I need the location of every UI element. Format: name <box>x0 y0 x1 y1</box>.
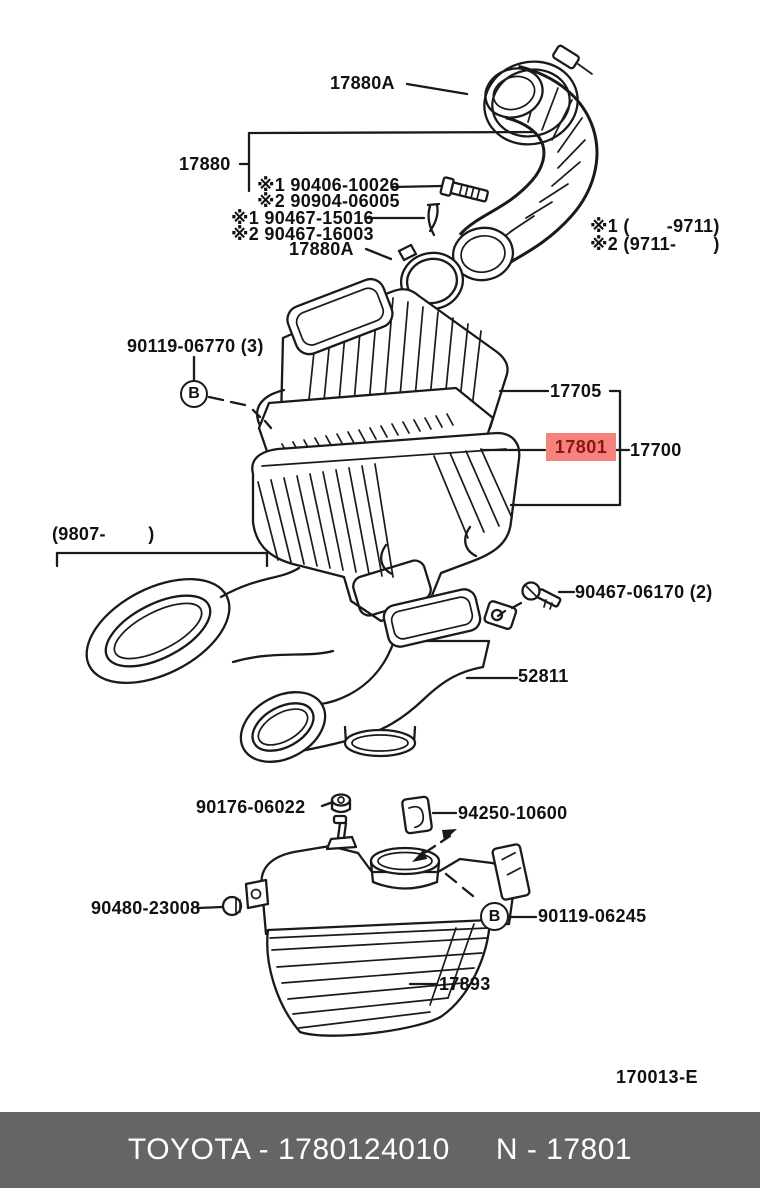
part-label-17880: 17880 <box>179 154 231 174</box>
brand-part-number: TOYOTA - 1780124010 <box>127 1133 450 1166</box>
part-label-17880a-upper: 17880A <box>330 73 395 93</box>
part-label-90480-23008: 90480-23008 <box>91 898 201 918</box>
part-label-90904-06005: ※2 90904-06005 <box>257 191 400 211</box>
part-label-94250-10600: 94250-10600 <box>458 803 568 823</box>
clip-90467-drawing <box>428 204 439 235</box>
part-label-90467-16003: ※2 90467-16003 <box>231 224 374 244</box>
part-label-17705: 17705 <box>550 381 602 401</box>
grommet-90480-drawing <box>223 897 241 915</box>
screw-90467-06170-drawing <box>523 583 561 610</box>
air-cleaner-case-drawing <box>252 433 519 621</box>
production-range-note-1: ※1 ( -9711) <box>590 216 720 236</box>
production-range-note-9807: (9807- ) <box>52 524 155 544</box>
part-label-52811: 52811 <box>518 666 569 686</box>
part-label-90176-06022: 90176-06022 <box>196 797 306 817</box>
catalog-number: N - 17801 <box>495 1133 633 1166</box>
part-label-90467-15016: ※1 90467-15016 <box>231 208 374 228</box>
watermark-bar <box>0 1112 760 1188</box>
b-bolt-marker-top: B <box>180 380 208 408</box>
part-label-17700: 17700 <box>630 440 682 460</box>
corrugated-hose-drawing <box>449 61 585 285</box>
clamp-94250-drawing <box>402 796 432 833</box>
part-label-17880a-lower: 17880A <box>289 239 354 259</box>
inlet-duct-drawing <box>57 553 333 704</box>
highlighted-part-label-17801[interactable]: 17801 <box>546 433 616 461</box>
part-label-90119-06245: 90119-06245 <box>538 906 647 926</box>
part-label-90467-06170: 90467-06170 (2) <box>575 582 713 602</box>
bolt-90406-drawing <box>440 177 489 205</box>
part-label-17893: 17893 <box>439 974 491 994</box>
nut-90176-drawing <box>332 795 350 813</box>
b-bolt-marker-bottom: B <box>480 902 509 931</box>
part-label-90119-06770: 90119-06770 (3) <box>127 336 264 356</box>
production-range-note-2: ※2 (9711- ) <box>590 234 720 254</box>
part-label-90406-10026: ※1 90406-10026 <box>257 175 400 195</box>
diagram-code: 170013-E <box>616 1067 699 1087</box>
